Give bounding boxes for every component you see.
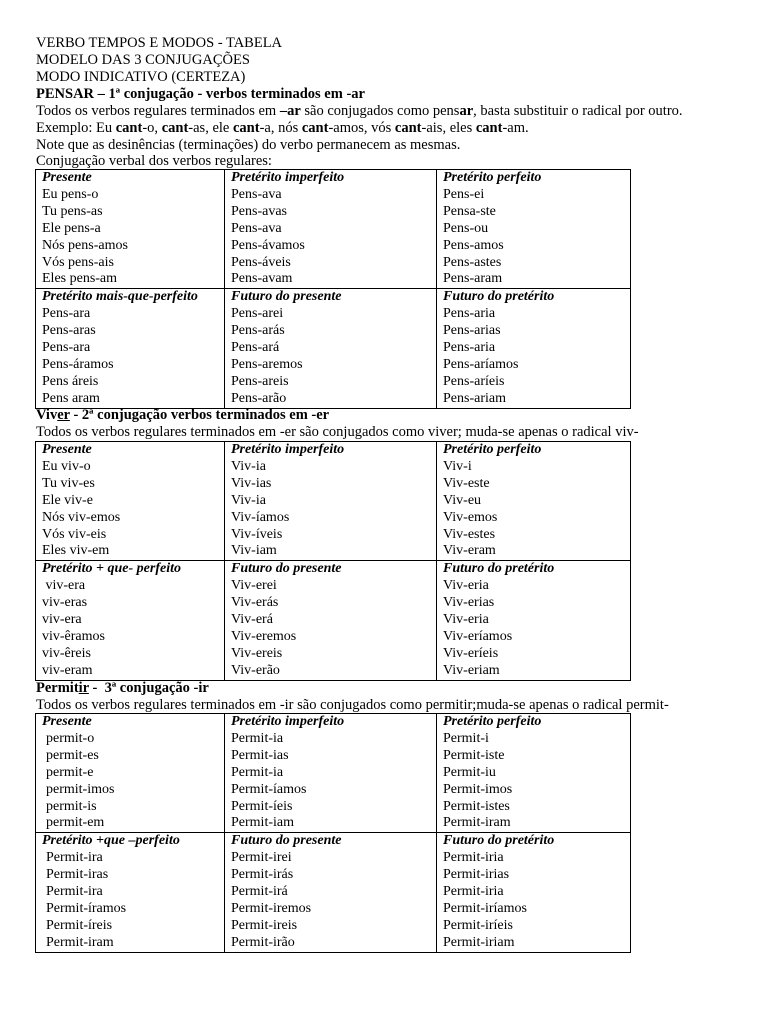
conjugation-form: Permit-ia xyxy=(231,764,284,780)
table-cell xyxy=(225,561,437,680)
tense-heading: Futuro do presente xyxy=(231,561,342,577)
table-cell xyxy=(36,289,225,408)
viver-heading xyxy=(36,407,329,424)
conjugation-form: Pens-ava xyxy=(231,186,282,202)
conjugation-form: viv-era xyxy=(42,578,86,594)
conjugation-form: Permit-iríeis xyxy=(443,917,513,933)
tense-heading: Pretérito mais-que-perfeito xyxy=(42,289,198,305)
conjugation-form: Permit-imos xyxy=(443,781,513,797)
conjugation-form: viv-êramos xyxy=(42,628,105,644)
tense-heading: Futuro do presente xyxy=(231,833,342,849)
conjugation-form: Permit-ira xyxy=(46,850,103,866)
conjugation-form: Permit-ira xyxy=(46,884,103,900)
viver-conjugation-table xyxy=(35,441,631,681)
permitir-heading-rest: - 3ª conjugação -ir xyxy=(88,680,209,696)
conjugation-form: permit-o xyxy=(46,730,95,746)
example-part: -as, ele xyxy=(188,120,233,136)
conjugation-form: Viv-ias xyxy=(231,475,272,491)
pensar-heading-rest: – 1ª conjugação - verbos terminados em -ar xyxy=(94,86,365,102)
table-cell xyxy=(437,289,631,408)
conjugation-form: Pens-ei xyxy=(443,186,485,202)
pensar-note: Note que as desinências (terminações) do verbo permanecem as mesmas. xyxy=(36,137,461,153)
tense-heading: Presente xyxy=(42,714,92,729)
conjugation-form: Permit-íramos xyxy=(46,900,127,916)
conjugation-form: permit-is xyxy=(46,798,97,814)
conjugation-form: Viv-ia xyxy=(231,458,266,474)
conjugation-form: Permit-iam xyxy=(231,815,294,831)
conjugation-form: Permit-irias xyxy=(443,867,510,883)
tense-heading: Pretérito perfeito xyxy=(443,170,542,185)
table-row xyxy=(36,170,631,289)
doc-mode: MODO INDICATIVO (CERTEZA) xyxy=(36,69,246,85)
conjugation-form: Pens-aremos xyxy=(231,356,303,372)
conjugation-form: Pensa-ste xyxy=(443,203,496,219)
pensar-desc-text: são conjugados como pens xyxy=(300,103,460,119)
conjugation-form: Permit-iu xyxy=(443,764,496,780)
conjugation-form: permit-e xyxy=(46,764,94,780)
conjugation-form: Eles pens-am xyxy=(42,271,118,287)
conjugation-form: Viv-ia xyxy=(231,492,266,508)
example-part: -am. xyxy=(502,120,529,136)
conjugation-form: Pens-aram xyxy=(443,271,503,287)
tense-heading: Pretérito +que –perfeito xyxy=(42,833,180,849)
pensar-desc-ending: ar xyxy=(459,103,474,119)
conjugation-form: permit-imos xyxy=(46,781,115,797)
conjugation-form: Viv-eram xyxy=(443,543,496,559)
conjugation-form: Permit-iria xyxy=(443,884,504,900)
table-cell xyxy=(36,714,225,833)
table-cell xyxy=(437,561,631,680)
conjugation-form: Viv-erias xyxy=(443,595,495,611)
conjugation-form: Viv-erei xyxy=(231,578,277,594)
conjugation-form: Pens-áveis xyxy=(231,254,291,270)
tense-heading: Pretérito + que- perfeito xyxy=(42,561,182,577)
example-part: -a, nós xyxy=(259,120,302,136)
conjugation-form: Pens-aríamos xyxy=(443,356,519,372)
table-cell xyxy=(36,833,225,952)
permitir-description: Todos os verbos regulares terminados em -ir são conjugados como permitir;muda-se apenas o radical permit- xyxy=(36,697,669,713)
conjugation-form: permit-em xyxy=(46,815,105,831)
conjugation-form: Pens-arei xyxy=(231,306,284,322)
tense-heading: Pretérito imperfeito xyxy=(231,442,345,457)
conjugation-form: Permit-iram xyxy=(46,934,114,950)
table-row xyxy=(36,442,631,561)
conjugation-form: Permit-irei xyxy=(231,850,292,866)
conjugation-form: Pens áreis xyxy=(42,373,99,389)
conjugation-form: Viv-emos xyxy=(443,509,498,525)
table-cell xyxy=(437,170,631,289)
conjugation-form: Pens-aras xyxy=(42,323,96,339)
conjugation-form: Eles viv-em xyxy=(42,543,110,559)
conjugation-form: Viv-i xyxy=(443,458,472,474)
conjugation-form: Viv-eríeis xyxy=(443,645,499,661)
conjugation-form: Viv-eriam xyxy=(443,662,500,678)
conjugation-form: viv-êreis xyxy=(42,645,91,661)
conjugation-form: Pens-arias xyxy=(443,323,501,339)
example-radical: cant xyxy=(161,120,189,136)
conjugation-form: Pens-ará xyxy=(231,340,280,356)
conjugation-form: Viv-eremos xyxy=(231,628,297,644)
conjugation-form: Pens-ou xyxy=(443,220,489,236)
table-cell xyxy=(225,442,437,561)
conjugation-form: Viv-erão xyxy=(231,662,280,678)
table-cell xyxy=(225,289,437,408)
conjugation-form: viv-era xyxy=(42,612,82,628)
conjugation-form: Permit-iria xyxy=(443,850,504,866)
pensar-example xyxy=(36,120,529,137)
conjugation-form: Permit-iras xyxy=(46,867,109,883)
table-cell xyxy=(36,561,225,680)
conjugation-form: Viv-íveis xyxy=(231,526,283,542)
table-cell xyxy=(225,714,437,833)
conjugation-form: Pens-ara xyxy=(42,340,91,356)
permitir-heading xyxy=(36,680,209,697)
conjugation-form: Permit-i xyxy=(443,730,489,746)
tense-heading: Pretérito imperfeito xyxy=(231,714,345,729)
conjugation-form: Pens-aria xyxy=(443,306,496,322)
conjugation-form: Vós viv-eis xyxy=(42,526,107,542)
conjugation-form: Viv-ereis xyxy=(231,645,283,661)
example-part: -ais, eles xyxy=(421,120,476,136)
example-radical: cant xyxy=(394,120,422,136)
table-cell xyxy=(437,833,631,952)
conjugation-form: Viv-estes xyxy=(443,526,496,542)
conjugation-form: Viv-erás xyxy=(231,595,279,611)
conjugation-form: Viv-íamos xyxy=(231,509,290,525)
conjugation-form: Permit-ireis xyxy=(231,917,298,933)
conjugation-form: Permit-ias xyxy=(231,747,289,763)
conjugation-form: Viv-erá xyxy=(231,612,273,628)
conjugation-form: Pens-áramos xyxy=(42,356,114,372)
conjugation-form: viv-eras xyxy=(42,595,88,611)
conjugation-form: Viv-este xyxy=(443,475,490,491)
conjugation-form: Viv-iam xyxy=(231,543,277,559)
pensar-desc-text: , basta substituir o radical por outro. xyxy=(473,103,683,119)
conjugation-form: Eu viv-o xyxy=(42,458,91,474)
conjugation-form: Permit-iremos xyxy=(231,900,312,916)
example-part: -o, xyxy=(142,120,162,136)
conjugation-form: Pens-arão xyxy=(231,390,287,406)
conjugation-form: Permit-istes xyxy=(443,798,510,814)
conjugation-form: Pens-amos xyxy=(443,237,504,253)
conjugation-form: Viv-eria xyxy=(443,578,489,594)
conjugation-form: Pens-aríeis xyxy=(443,373,505,389)
permitir-heading-ending: ir xyxy=(78,680,89,696)
tense-heading: Pretérito imperfeito xyxy=(231,170,345,185)
conjugation-form: Pens-ara xyxy=(42,306,91,322)
conjugation-form: Permit-íamos xyxy=(231,781,307,797)
table-row xyxy=(36,833,631,952)
pensar-heading xyxy=(36,86,365,103)
conjugation-form: Pens-astes xyxy=(443,254,502,270)
tense-heading: Futuro do pretérito xyxy=(443,561,555,577)
table-row xyxy=(36,561,631,680)
tense-heading: Futuro do pretérito xyxy=(443,833,555,849)
table-row xyxy=(36,289,631,408)
conjugation-form: Nós viv-emos xyxy=(42,509,121,525)
conjugation-form: Pens aram xyxy=(42,390,100,406)
conjugation-form: Viv-eu xyxy=(443,492,482,508)
tense-heading: Pretérito perfeito xyxy=(443,714,542,729)
conjugation-form: Tu pens-as xyxy=(42,203,103,219)
permitir-heading-radical: Permit xyxy=(36,680,79,696)
conjugation-form: Permit-íeis xyxy=(231,798,293,814)
tense-heading: Futuro do presente xyxy=(231,289,342,305)
conjugation-form: Viv-eria xyxy=(443,612,489,628)
table-cell xyxy=(36,442,225,561)
conjugation-form: Eu pens-o xyxy=(42,186,99,202)
viver-description: Todos os verbos regulares terminados em -er são conjugados como viver; muda-se apenas o radical viv- xyxy=(36,424,639,440)
pensar-heading-verb: PENSAR xyxy=(36,86,95,102)
conjugation-form: Pens-ariam xyxy=(443,390,506,406)
pensar-description xyxy=(36,103,683,120)
conjugation-form: viv-eram xyxy=(42,662,93,678)
conjugation-form: Permit-iram xyxy=(443,815,511,831)
conjugation-form: Permit-iríamos xyxy=(443,900,527,916)
table-cell xyxy=(225,833,437,952)
table-cell xyxy=(36,170,225,289)
example-radical: cant xyxy=(475,120,503,136)
tense-heading: Presente xyxy=(42,170,92,185)
viver-heading-rest: - 2ª conjugação verbos terminados em -er xyxy=(69,407,330,423)
example-radical: cant xyxy=(301,120,329,136)
conjugation-form: Permit-irá xyxy=(231,884,288,900)
conjugation-form: Pens-areis xyxy=(231,373,289,389)
conjugation-form: Pens-ávamos xyxy=(231,237,305,253)
pensar-desc-text: Todos os verbos regulares terminados em xyxy=(36,103,280,119)
viver-heading-ending: er xyxy=(57,407,70,423)
viver-heading-radical: Viv xyxy=(36,407,58,423)
conjugation-form: Viv-eríamos xyxy=(443,628,513,644)
conjugation-form: Permit-irão xyxy=(231,934,295,950)
tense-heading: Futuro do pretérito xyxy=(443,289,555,305)
conjugation-form: Vós pens-ais xyxy=(42,254,114,270)
pensar-intro: Conjugação verbal dos verbos regulares: xyxy=(36,153,272,169)
conjugation-form: Nós pens-amos xyxy=(42,237,128,253)
table-cell xyxy=(437,442,631,561)
example-radical: cant xyxy=(232,120,260,136)
example-part: -amos, vós xyxy=(328,120,395,136)
example-part: Exemplo: Eu xyxy=(36,120,116,136)
conjugation-form: Pens-ava xyxy=(231,220,282,236)
pensar-conjugation-table xyxy=(35,169,631,409)
conjugation-form: Permit-ia xyxy=(231,730,284,746)
conjugation-form: Permit-iste xyxy=(443,747,505,763)
tense-heading: Pretérito perfeito xyxy=(443,442,542,457)
conjugation-form: Tu viv-es xyxy=(42,475,95,491)
permitir-conjugation-table xyxy=(35,713,631,953)
conjugation-form: Pens-avas xyxy=(231,203,287,219)
pensar-desc-ending: –ar xyxy=(279,103,301,119)
conjugation-form: Pens-avam xyxy=(231,271,293,287)
conjugation-form: Permit-iriam xyxy=(443,934,515,950)
table-cell xyxy=(225,170,437,289)
conjugation-form: Permit-irás xyxy=(231,867,294,883)
tense-heading: Presente xyxy=(42,442,92,457)
conjugation-form: permit-es xyxy=(46,747,99,763)
conjugation-form: Permit-íreis xyxy=(46,917,113,933)
conjugation-form: Pens-arás xyxy=(231,323,285,339)
conjugation-form: Pens-aria xyxy=(443,340,496,356)
doc-subtitle: MODELO DAS 3 CONJUGAÇÕES xyxy=(36,52,250,68)
table-cell xyxy=(437,714,631,833)
conjugation-form: Ele viv-e xyxy=(42,492,93,508)
example-radical: cant xyxy=(115,120,143,136)
conjugation-form: Ele pens-a xyxy=(42,220,101,236)
table-row xyxy=(36,714,631,833)
doc-title: VERBO TEMPOS E MODOS - TABELA xyxy=(36,35,283,51)
